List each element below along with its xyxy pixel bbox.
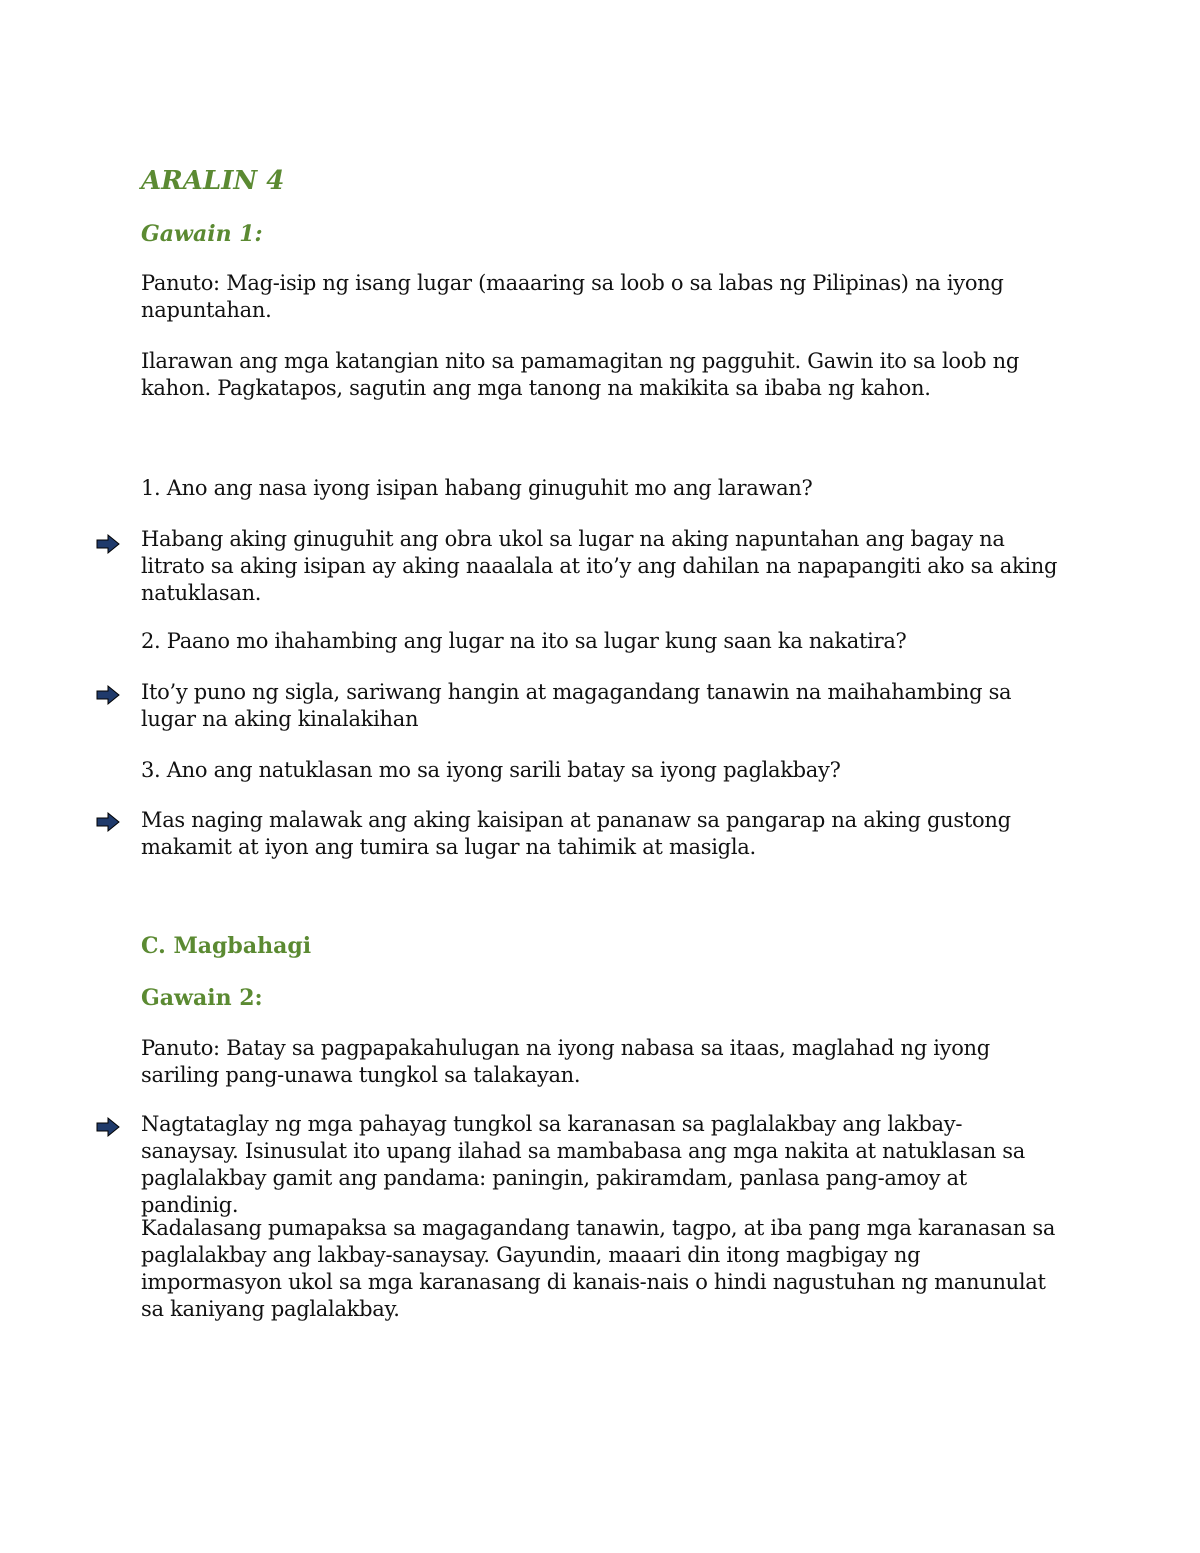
question-3: 3. Ano ang natuklasan mo sa iyong sarili batay sa iyong paglakbay? <box>141 758 841 782</box>
lesson-title: ARALIN 4 <box>141 166 285 196</box>
activity-2-answer-1: Nagtataglay ng mga pahayag tungkol sa karanasan sa paglalakbay ang lakbay- sanaysay. Isinusulat ito upang ilahad sa mambabasa ang mga nakita at natuklasan sa paglalakbay gamit ang pandama: paningin, pakiramdam, panlasa pang-amoy at pandinig. <box>141 1112 1025 1217</box>
right-arrow-icon <box>95 811 121 833</box>
question-2: 2. Paano mo ihahambing ang lugar na ito sa lugar kung saan ka nakatira? <box>141 629 907 653</box>
activity-1-instruction-1: Panuto: Mag-isip ng isang lugar (maaaring sa loob o sa labas ng Pilipinas) na iyong napuntahan. <box>141 271 1004 322</box>
answer-1: Habang aking ginuguhit ang obra ukol sa lugar na aking napuntahan ang bagay na litrato sa aking isipan ay aking naaalala at ito’y ang dahilan na napapangiti ako sa aking natuklasan. <box>141 527 1058 605</box>
answer-2: Ito’y puno ng sigla, sariwang hangin at magagandang tanawin na maihahambing sa lugar na aking kinalakihan <box>141 680 1012 731</box>
section-c-heading: C. Magbahagi <box>141 933 312 959</box>
right-arrow-icon <box>95 684 121 706</box>
activity-1-heading: Gawain 1: <box>141 221 263 247</box>
activity-2-heading: Gawain 2: <box>141 985 263 1011</box>
question-1: 1. Ano ang nasa iyong isipan habang ginuguhit mo ang larawan? <box>141 476 813 500</box>
right-arrow-icon <box>95 533 121 555</box>
activity-1-instruction-2: Ilarawan ang mga katangian nito sa pamamagitan ng pagguhit. Gawin ito sa loob ng kahon. Pagkatapos, sagutin ang mga tanong na makikita sa ibaba ng kahon. <box>141 349 1019 400</box>
right-arrow-icon <box>95 1116 121 1138</box>
answer-3: Mas naging malawak ang aking kaisipan at pananaw sa pangarap na aking gustong makamit at iyon ang tumira sa lugar na tahimik at masigla. <box>141 808 1011 859</box>
activity-2-answer-2: Kadalasang pumapaksa sa magagandang tanawin, tagpo, at iba pang mga karanasan sa paglalakbay ang lakbay-sanaysay. Gayundin, maaari din itong magbigay ng impormasyon ukol sa mga karanasang di kanais-nais o hindi nagustuhan ng manunulat sa kaniyang paglalakbay. <box>141 1216 1056 1321</box>
activity-2-instruction: Panuto: Batay sa pagpapakahulugan na iyong nabasa sa itaas, maglahad ng iyong sariling pang-unawa tungkol sa talakayan. <box>141 1036 990 1087</box>
